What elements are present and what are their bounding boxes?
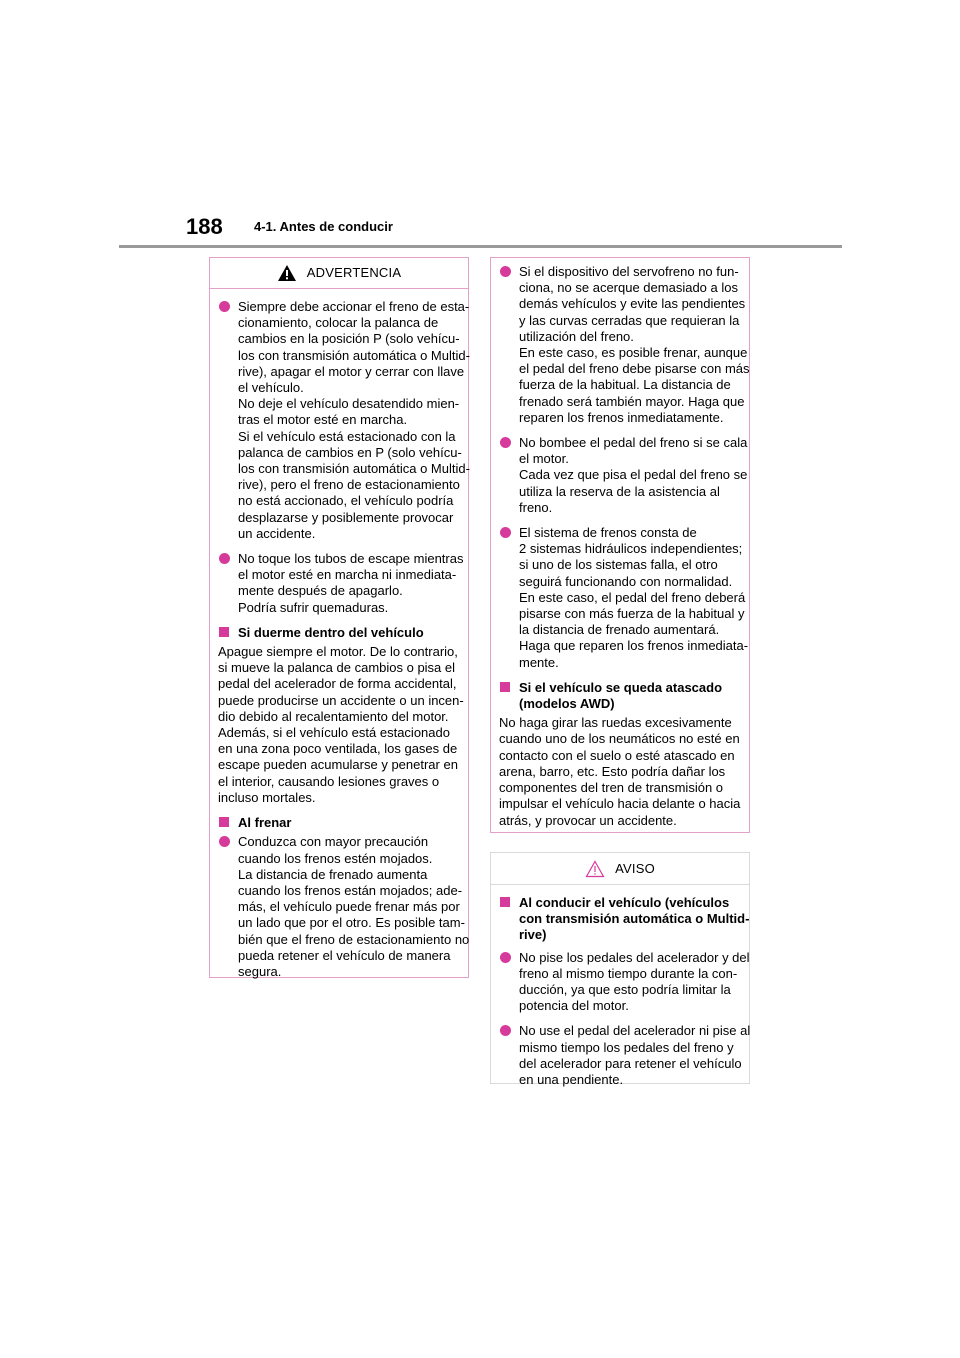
text-line: fuerza de la habitual. La distancia de	[519, 377, 731, 393]
bullet-dot	[500, 527, 511, 538]
text-line: mismo tiempo los pedales del freno y	[519, 1039, 734, 1055]
text-line: utilización del freno.	[519, 328, 634, 344]
text-line: frenado será también mayor. Haga que	[519, 393, 745, 409]
text-line: pueda retener el vehículo de manera	[238, 947, 451, 963]
text-line: el vehículo.	[238, 380, 304, 396]
subheading-driving-automatic	[499, 895, 750, 944]
header-rule	[119, 245, 842, 248]
notice-box	[490, 852, 751, 1088]
text-line: si uno de los sistemas falla, el otro	[519, 557, 718, 573]
subheading-sleeping: Si duerme dentro del vehículo	[218, 625, 460, 641]
text-line: en una pendiente.	[519, 1072, 624, 1088]
text-line: los con transmisión automática o Multid-	[238, 461, 470, 477]
text-line: el motor esté en marcha ni inmediata-	[238, 567, 457, 583]
bullet-pedals-simultaneous	[499, 949, 750, 1015]
text-line: arena, barro, etc. Esto podría dañar los	[499, 763, 726, 779]
text-line: mente después de apagarlo.	[238, 583, 403, 599]
text-line: Conduzca con mayor precaución	[238, 834, 429, 850]
subheading-square	[500, 682, 510, 692]
page-header	[186, 214, 846, 244]
warning-box-continued-body	[491, 258, 749, 829]
text-line: del acelerador para retener el vehículo	[519, 1055, 742, 1071]
text-line: con transmisión automática o Multid-	[519, 911, 750, 927]
subheading-stuck-vehicle	[499, 680, 741, 712]
text-line: puede producirse un accidente o un incen-	[218, 692, 464, 708]
text-line: los con transmisión automática o Multid-	[238, 347, 470, 363]
text-line: (modelos AWD)	[519, 696, 615, 712]
warning-box-continued	[490, 257, 750, 833]
text-line: Al conducir el vehículo (vehículos	[519, 895, 730, 910]
subheading-braking: Al frenar	[218, 815, 460, 831]
text-line: un lado que por el otro. Es posible tam-	[238, 915, 465, 931]
text-line: bién que el freno de estacionamiento no	[238, 931, 470, 947]
text-line: Haga que reparen los frenos inmediata-	[519, 638, 749, 654]
bullet-dot	[500, 1025, 511, 1036]
subheading-square	[219, 627, 229, 637]
text-line: seguirá funcionando con normalidad.	[519, 573, 733, 589]
paragraph-stuck-vehicle	[499, 715, 741, 828]
text-line: potencia del motor.	[519, 998, 629, 1014]
text-line: El sistema de frenos consta de	[519, 525, 697, 541]
text-line: la distancia de frenado aumentará.	[519, 622, 720, 638]
text-line: cuando los frenos estén mojados.	[238, 850, 433, 866]
text-line: Si el vehículo está estacionado con la	[238, 428, 456, 444]
text-line: Apague siempre el motor. De lo contrario,	[218, 644, 458, 660]
text-line: rive), apagar el motor y cerrar con llave	[238, 363, 465, 379]
text-line: Si el dispositivo del servofreno no fun-	[519, 264, 739, 279]
text-line: cionamiento, colocar la palanca de	[238, 315, 439, 331]
bullet-brake-booster	[499, 264, 750, 426]
bullet-dot	[500, 266, 511, 277]
text-line: 2 sistemas hidráulicos independientes;	[519, 541, 743, 557]
text-line: En este caso, el pedal del freno deberá	[519, 589, 746, 605]
warning-box	[209, 257, 469, 978]
text-line: impulsar el vehículo hacia delante o hacia	[499, 796, 741, 812]
bullet-dot	[219, 553, 230, 564]
text-line: desplazarse y posiblemente provocar	[238, 509, 454, 525]
text-line: No use el pedal del acelerador ni pise al	[519, 1023, 751, 1039]
text-line: No haga girar las ruedas excesivamente	[499, 715, 732, 731]
text-line: palanca de cambios en P (solo vehícu-	[238, 444, 462, 460]
text-line: La distancia de frenado aumenta	[238, 866, 428, 882]
text-line: utiliza la reserva de la asistencia al	[519, 483, 720, 499]
section-title: 4-1. Antes de conducir	[254, 219, 393, 234]
text-line: mente.	[519, 654, 559, 670]
text-line: Cada vez que pisa el pedal del freno se	[519, 467, 748, 483]
text-line: atrás, y provocar un accidente.	[499, 812, 677, 828]
warning-box-body	[210, 289, 468, 980]
text-line: Siempre debe accionar el freno de esta-	[238, 299, 470, 314]
text-line: dio debido al recalentamiento del motor.	[218, 708, 449, 724]
bullet-dot	[500, 437, 511, 448]
text-line: cuando los frenos están mojados; ade-	[238, 882, 463, 898]
text-line: cuando uno de los neumáticos no esté en	[499, 731, 740, 747]
text-line: y las curvas cerradas que requieran la	[519, 312, 740, 328]
text-line: tras el motor esté en marcha.	[238, 412, 408, 428]
text-line: freno.	[519, 499, 553, 515]
bullet-dot	[219, 836, 230, 847]
bullet-wet-brakes	[218, 834, 470, 980]
text-line: no está accionado, el vehículo podría	[238, 493, 454, 509]
text-line: Además, si el vehículo está estacionado	[218, 725, 450, 741]
bullet-brake-pumping	[499, 435, 748, 516]
text-line: más, el vehículo puede frenar más por	[238, 899, 460, 915]
page-number: 188	[186, 214, 223, 239]
text-line: en una zona poco ventilada, los gases de	[218, 741, 458, 757]
text-line: componentes del tren de transmisión o	[499, 780, 724, 796]
text-line: No pise los pedales del acelerador y del	[519, 949, 750, 965]
text-line: ducción, ya que esto podría limitar la	[519, 982, 731, 998]
text-line: el pedal del freno debe pisarse con más	[519, 361, 750, 377]
text-line: No deje el vehículo desatendido mien-	[238, 396, 460, 412]
paragraph-sleeping	[218, 644, 464, 806]
text-line: incluso mortales.	[218, 789, 316, 805]
text-line: demás vehículos y evite las pendientes	[519, 296, 746, 312]
text-line: En este caso, es posible frenar, aunque	[519, 345, 748, 361]
text-line: No toque los tubos de escape mientras	[238, 551, 464, 567]
text-line: rive)	[519, 927, 547, 943]
text-line: un accidente.	[238, 525, 316, 541]
text-line: No bombee el pedal del freno si se cala	[519, 435, 748, 451]
text-line: escape pueden acumularse y penetrar en	[218, 757, 458, 773]
bullet-parking-brake	[218, 299, 470, 542]
text-line: si mueve la palanca de cambios o pisa el	[218, 660, 456, 676]
subheading-square	[219, 817, 229, 827]
text-line: segura.	[238, 963, 282, 979]
bullet-hill-hold	[499, 1023, 751, 1088]
bullet-exhaust-pipes	[218, 551, 464, 616]
text-line: reparen los frenos inmediatamente.	[519, 409, 724, 425]
text-line: cambios en la posición P (solo vehícu-	[238, 331, 460, 347]
text-line: pisarse con más fuerza de la habitual y	[519, 606, 745, 622]
text-line: freno al mismo tiempo durante la con-	[519, 965, 738, 981]
notice-box-header	[491, 853, 749, 885]
text-line: ciona, no se acerque demasiado a los	[519, 280, 738, 296]
warning-triangle-icon	[277, 264, 297, 282]
bullet-dot	[500, 952, 511, 963]
bullet-dot	[219, 301, 230, 312]
notice-box-body	[491, 885, 749, 1088]
warning-box-header	[210, 258, 468, 289]
text-line: Si el vehículo se queda atascado	[519, 679, 723, 695]
text-line: el motor.	[519, 451, 569, 467]
notice-box-title: AVISO	[615, 860, 655, 876]
bullet-hydraulic-systems	[499, 525, 749, 671]
text-line: pedal del acelerador de forma accidental,	[218, 676, 457, 692]
text-line: rive), pero el freno de estacionamiento	[238, 477, 460, 493]
notice-triangle-icon	[585, 860, 605, 878]
warning-box-title: ADVERTENCIA	[306, 265, 402, 280]
text-line: Podría sufrir quemaduras.	[238, 599, 389, 615]
text-line: contacto con el suelo o esté atascado en	[499, 747, 735, 763]
subheading-square	[500, 897, 510, 907]
text-line: el interior, causando lesiones graves o	[218, 773, 440, 789]
